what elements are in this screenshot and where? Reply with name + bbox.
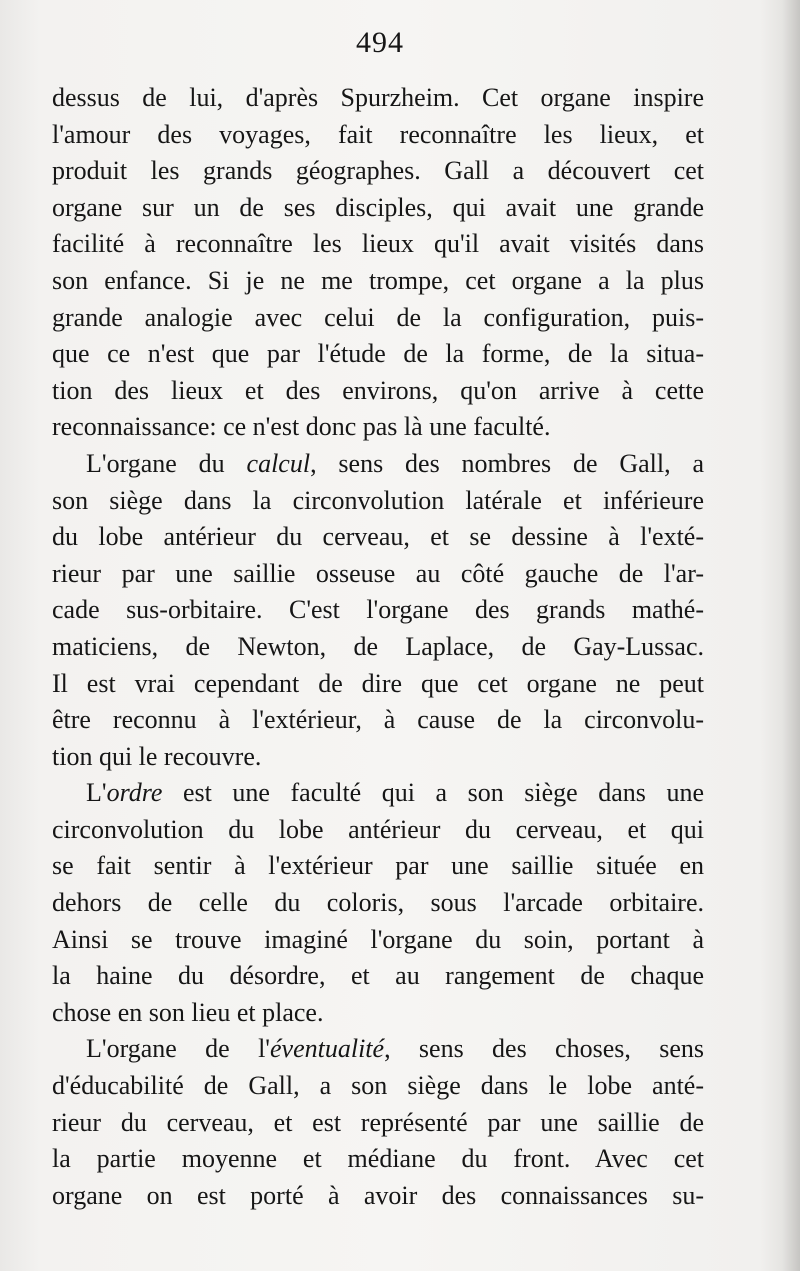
text-line: maticiens, de Newton, de Laplace, de Gay-Lussac. [52, 631, 704, 661]
text-line: l'amour des voyages, fait reconnaître les lieux, et [52, 119, 704, 149]
text-run: L' [86, 778, 107, 808]
text-line: son enfance. Si je ne me trompe, cet organe a la plus [52, 265, 704, 295]
page-number: 494 [356, 26, 404, 59]
text-line: circonvolution du lobe antérieur du cerveau, et qui [52, 814, 704, 844]
text-line: reconnaissance: ce n'est donc pas là une faculté. [52, 412, 551, 442]
text-line: se fait sentir à l'extérieur par une saillie située en [52, 851, 704, 881]
binding-shadow [782, 0, 800, 1271]
text-line: produit les grands géographes. Gall a découvert cet [52, 156, 704, 186]
text-line: cade sus-orbitaire. C'est l'organe des grands mathé- [52, 595, 704, 625]
text-run: L'organe de l' [86, 1034, 270, 1064]
text-run: , sens des nombres de Gall, a [310, 448, 704, 478]
text-line: tion qui le recouvre. [52, 741, 262, 771]
emphasis-term: ordre [106, 778, 163, 808]
text-line [52, 1031, 704, 1068]
text-line: dessus de lui, d'après Spurzheim. Cet organe inspire [52, 83, 704, 112]
text-line: tion des lieux et des environs, qu'on arrive à cette [52, 375, 704, 405]
paragraph [52, 775, 704, 1031]
text-line [52, 775, 704, 812]
text-line: grande analogie avec celui de la configuration, puis- [52, 302, 704, 332]
text-line: organe sur un de ses disciples, qui avait une grande [52, 192, 704, 222]
body-text [52, 80, 704, 1214]
emphasis-term: calcul [246, 448, 311, 478]
text-line: rieur du cerveau, et est représenté par une saillie de [52, 1107, 704, 1137]
paragraph [52, 1031, 704, 1214]
text-run: L'organe du [86, 448, 247, 478]
text-run: est une faculté qui a son siège dans une [162, 778, 704, 808]
text-line: Ainsi se trouve imaginé l'organe du soin, portant à [52, 924, 704, 954]
text-line: d'éducabilité de Gall, a son siège dans le lobe anté- [52, 1071, 704, 1101]
text-line: la haine du désordre, et au rangement de chaque [52, 961, 704, 991]
text-line [52, 446, 704, 483]
text-line: rieur par une saillie osseuse au côté gauche de l'ar- [52, 558, 704, 588]
text-line: dehors de celle du coloris, sous l'arcade orbitaire. [52, 888, 704, 918]
text-line: Il est vrai cependant de dire que cet organe ne peut [52, 668, 704, 698]
text-run: , sens des choses, sens [384, 1034, 704, 1064]
text-line: la partie moyenne et médiane du front. Avec cet [52, 1144, 704, 1174]
text-line: son siège dans la circonvolution latérale et inférieure [52, 485, 704, 515]
text-line: organe on est porté à avoir des connaissances su- [52, 1180, 704, 1210]
text-line: facilité à reconnaître les lieux qu'il avait visités dans [52, 229, 704, 259]
emphasis-term: éventualité [270, 1034, 385, 1064]
text-line: chose en son lieu et place. [52, 997, 324, 1027]
text-line: être reconnu à l'extérieur, à cause de la circonvolu- [52, 705, 704, 735]
paragraph [52, 446, 704, 775]
paragraph [52, 80, 704, 446]
text-line: du lobe antérieur du cerveau, et se dessine à l'exté- [52, 522, 704, 552]
text-line: que ce n'est que par l'étude de la forme, de la situa- [52, 339, 704, 369]
